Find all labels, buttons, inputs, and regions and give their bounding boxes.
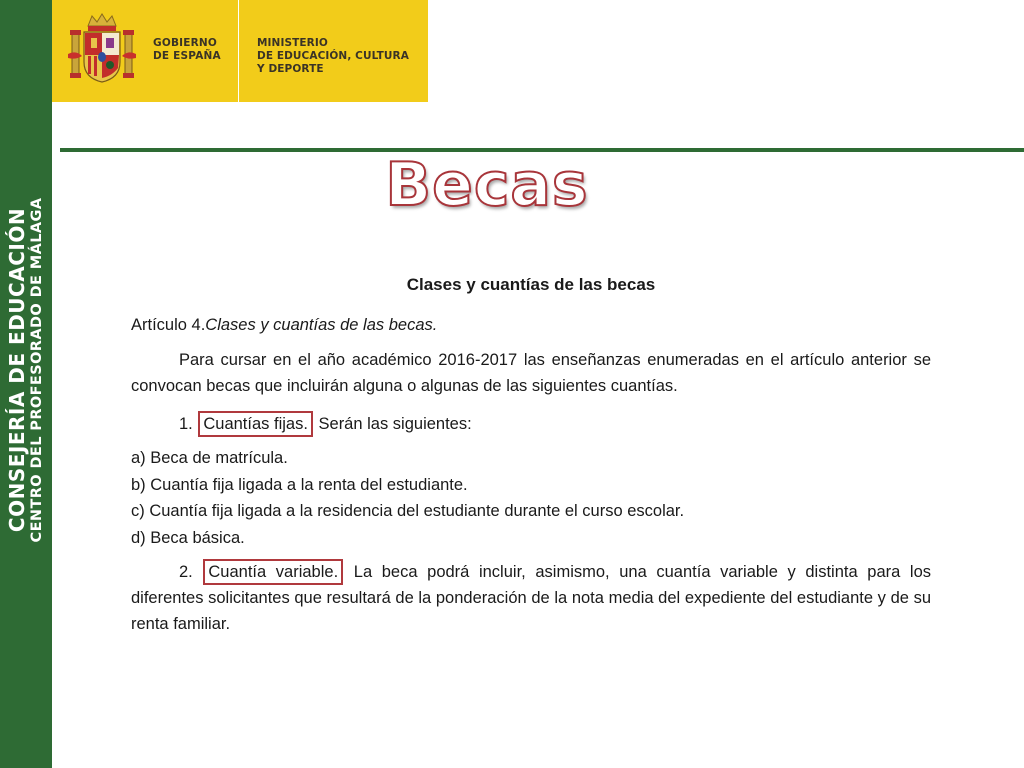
spain-coat-of-arms-icon (68, 12, 136, 86)
item-2-number: 2. (179, 563, 193, 581)
gov-line-2: DE ESPAÑA (153, 50, 221, 62)
sidebar-band (0, 0, 52, 768)
item-2-text: La beca podrá incluir, asimismo, una cuantía variable y distinta para los diferentes solicitantes que resultará de la ponderación de la nota media del expediente del estudiante y de su renta familiar. (131, 563, 931, 633)
intro-paragraph: Para cursar en el año académico 2016-2017 las enseñanzas enumeradas en el artículo anterior se convocan becas que incluirán alguna o algunas de las siguientes cuantías. (131, 351, 931, 395)
list-item: b) Cuantía fija ligada a la renta del estudiante. (131, 475, 468, 494)
gov-line-1: GOBIERNO (153, 37, 218, 49)
item-1-number: 1. (179, 415, 193, 433)
list-item: d) Beca básica. (131, 528, 245, 547)
header-logo-band (52, 0, 428, 102)
slide-title-text: Becas (385, 150, 589, 220)
slide-title (0, 150, 1024, 220)
item-2-paragraph (131, 559, 931, 637)
sidebar-label (6, 198, 46, 543)
document-excerpt (131, 275, 931, 637)
ministry-line-1: MINISTERIO (257, 37, 328, 49)
list-item: a) Beca de matrícula. (131, 449, 288, 467)
ministry-text (257, 37, 409, 76)
sidebar-line-consejeria: CONSEJERÍA DE EDUCACIÓN (5, 207, 29, 533)
header-divider (238, 0, 239, 102)
item-1-text: Serán las siguientes: (313, 415, 472, 433)
article-heading (131, 316, 931, 335)
article-number: Artículo 4. (131, 316, 206, 334)
article-title: Clases y cuantías de las becas. (205, 316, 438, 334)
sidebar-line-cep: CENTRO DEL PROFESORADO DE MÁLAGA (29, 197, 45, 543)
ministry-line-2: DE EDUCACIÓN, CULTURA (257, 50, 409, 62)
item-1-heading (131, 411, 931, 437)
list-item: c) Cuantía fija ligada a la residencia del estudiante durante el curso escolar. (131, 502, 685, 520)
document-heading: Clases y cuantías de las becas (406, 275, 656, 294)
item-1-highlight-box: Cuantías fijas. (198, 411, 313, 437)
gobierno-de-espana-text (153, 37, 221, 63)
ministry-line-3: Y DEPORTE (257, 63, 324, 75)
item-2-highlight-box: Cuantía variable. (203, 559, 343, 585)
fixed-amounts-list (131, 445, 931, 551)
